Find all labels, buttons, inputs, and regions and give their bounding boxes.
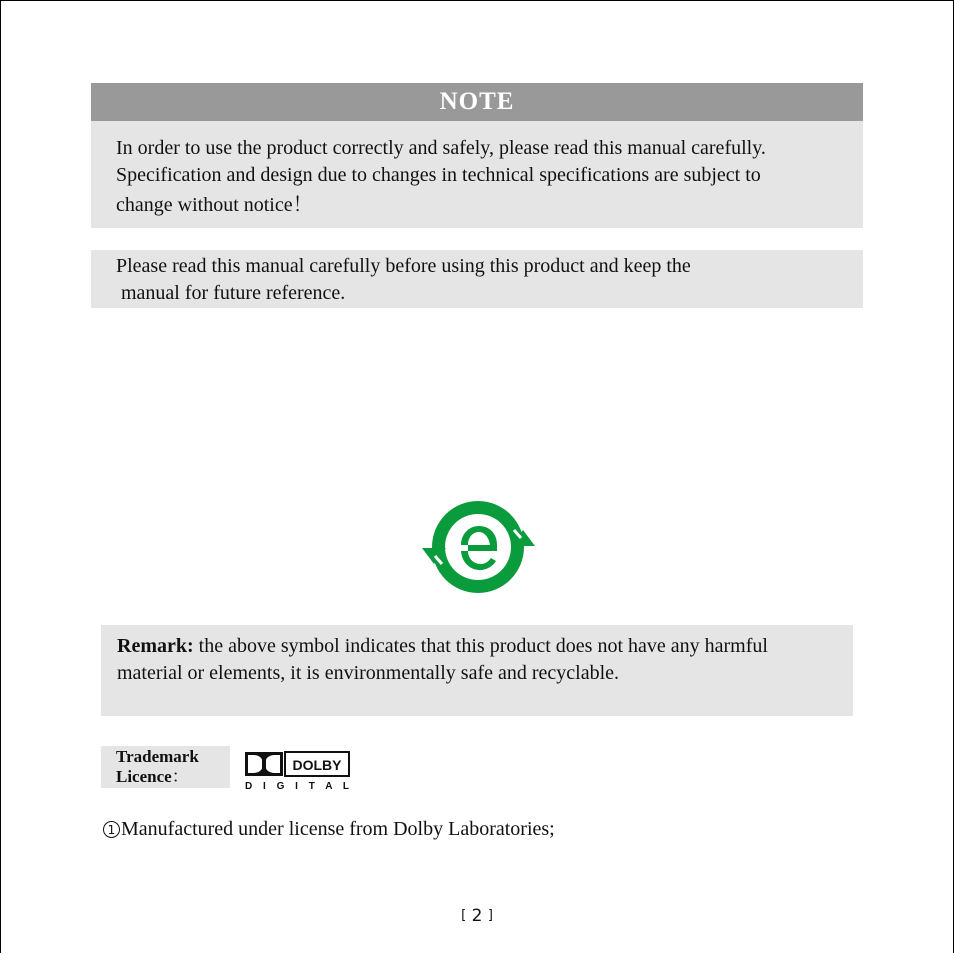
manufactured-note: [103, 818, 555, 841]
remark-line-2: material or elements, it is environmentally safe and recyclable.: [117, 661, 620, 684]
note-line-1: In order to use the product correctly and safely, please read this manual carefully.: [116, 137, 766, 159]
page-number: [0, 906, 954, 926]
trademark-label-line-1: Trademark: [116, 747, 199, 766]
remark-text-1: the above symbol indicates that this product does not have any harmful: [193, 635, 768, 657]
note-header: NOTE: [91, 83, 863, 121]
environment-friendly-e-recycle-icon: [421, 498, 536, 596]
manufactured-text: Manufactured under license from Dolby Laboratories;: [121, 818, 555, 840]
dolby-digital-text: D I G I T A L: [245, 781, 349, 792]
note-body: [91, 121, 863, 228]
reminder-line-1: Please read this manual carefully before using this product and keep the: [116, 255, 691, 277]
note-line-2: Specification and design due to changes in technical specifications are subject to: [116, 163, 761, 186]
page-number-value: 2: [471, 906, 483, 926]
circled-number-1: 1: [103, 821, 120, 838]
dolby-double-d-icon: [245, 752, 283, 776]
remark-line-1: [117, 633, 853, 660]
trademark-licence-label: [101, 746, 230, 788]
dolby-digital-logo: [244, 750, 352, 792]
remark-box: [101, 625, 853, 716]
page-bracket-open: [: [461, 908, 467, 923]
read-manual-box: [91, 250, 863, 308]
page-bracket-close: ]: [487, 908, 493, 923]
note-line-3: change without notice！: [116, 194, 313, 216]
reminder-line-2: manual for future reference.: [121, 281, 346, 304]
trademark-label-line-2: Licence: [116, 767, 172, 786]
remark-label: Remark:: [117, 635, 194, 657]
dolby-wordmark: DOLBY: [292, 757, 342, 773]
trademark-colon: ：: [171, 767, 189, 786]
